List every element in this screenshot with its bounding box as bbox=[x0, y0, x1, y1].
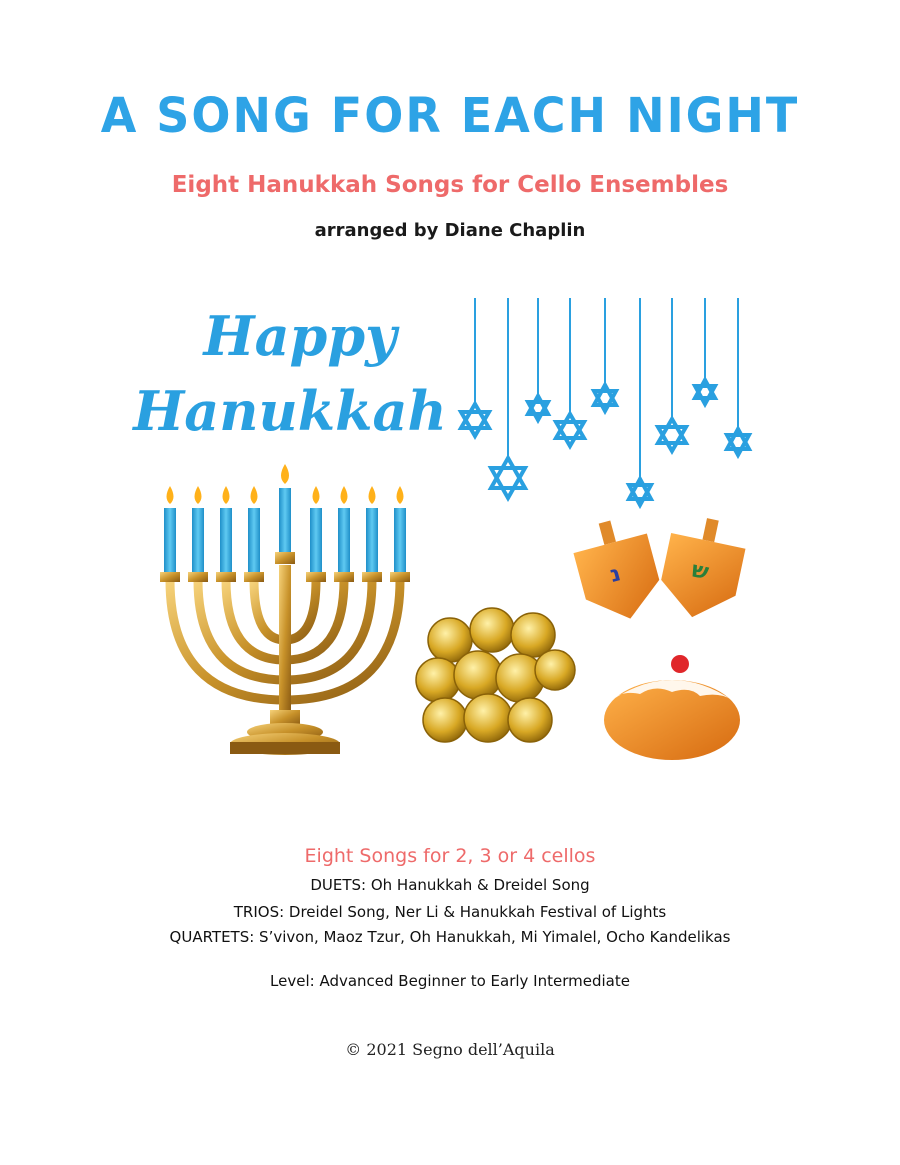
cover-subtitle: Eight Hanukkah Songs for Cello Ensembles bbox=[171, 172, 729, 198]
star-of-david-icon bbox=[461, 380, 749, 505]
menorah-icon bbox=[160, 464, 410, 755]
level-line: Level: Advanced Beginner to Early Intermediate bbox=[270, 972, 630, 990]
cover-title: A SONG FOR EACH NIGHT bbox=[100, 86, 800, 144]
svg-text:ש: ש bbox=[689, 557, 711, 586]
greeting-hanukkah: Hanukkah bbox=[133, 379, 447, 443]
arranger-credit: arranged by Diane Chaplin bbox=[314, 220, 586, 241]
duets-line: DUETS: Oh Hanukkah & Dreidel Song bbox=[310, 876, 590, 894]
hanukkah-illustration bbox=[0, 280, 900, 780]
songs-heading: Eight Songs for 2, 3 or 4 cellos bbox=[304, 845, 596, 867]
copyright-line: © 2021 Segno dell’Aquila bbox=[345, 1040, 555, 1059]
quartets-line: QUARTETS: S’vivon, Maoz Tzur, Oh Hanukkah, Mi Yimalel, Ocho Kandelikas bbox=[169, 928, 731, 946]
greeting-happy: Happy bbox=[203, 304, 397, 368]
gelt-coin-icon bbox=[416, 608, 575, 742]
trios-line: TRIOS: Dreidel Song, Ner Li & Hanukkah Festival of Lights bbox=[233, 903, 667, 921]
svg-text:נ: נ bbox=[607, 561, 624, 588]
sufganiyah-icon bbox=[604, 655, 740, 760]
dreidel-icon bbox=[568, 511, 750, 628]
